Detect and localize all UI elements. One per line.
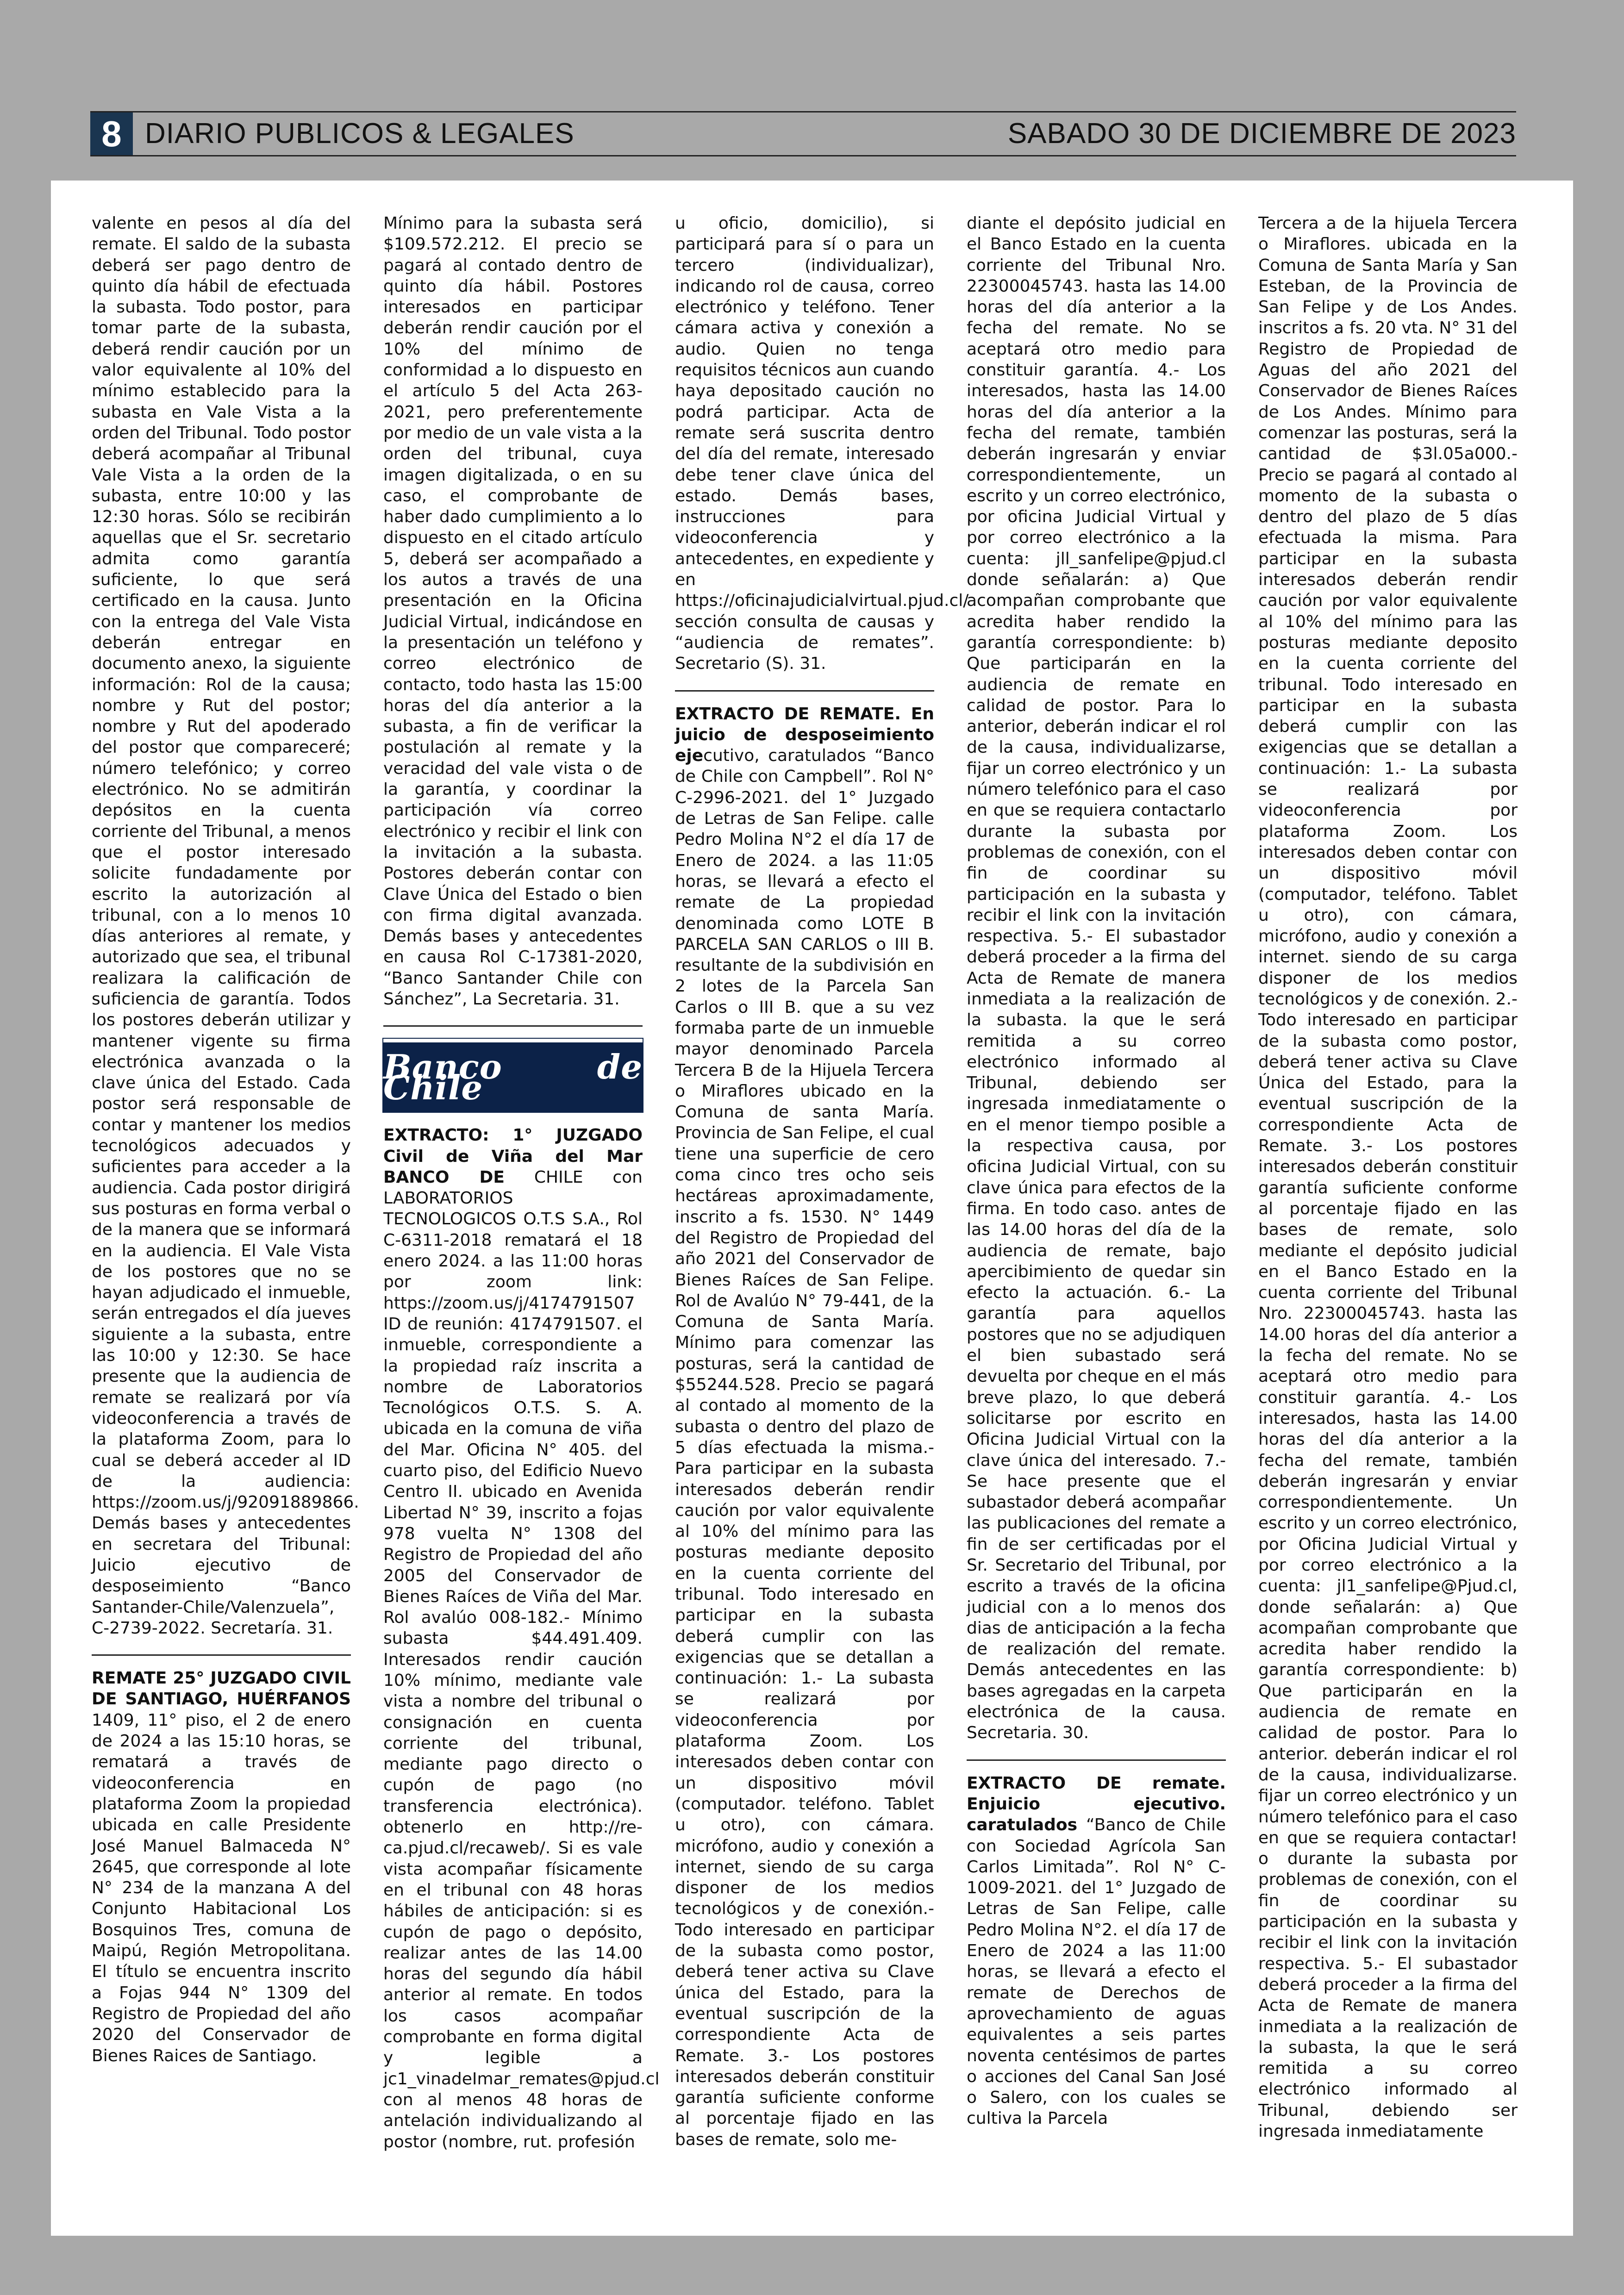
notice-paragraph <box>675 704 934 2150</box>
notice-paragraph: diante el depósito judicial en el Banco Estado en la cuenta corriente del Tribunal Nro. 22300045743. hasta las 14.00 horas del día anterior a la fecha del remate. No se aceptará otro medio para constituir garantía. 4.- Los interesados, hasta las 14.00 horas del día anterior a la fecha del remate, también deberán ingresarán y enviar correspondientemente, un escrito y un correo electrónico, por oficina Judicial Virtual y por correo electrónico a la cuenta: jll_sanfelipe@pjud.cl donde señalarán: a) Que acompañan comprobante que acredita haber rendido la garantía correspondiente: b) Que participarán en la audiencia de remate en calidad de postor. Para lo anterior, deberán indicar el rol de la causa, individualizarse, fijar un correo electrónico y un número telefónico para el caso en que se requiera contactarlo durante la subasta por problemas de conexión, con el fin de coordinar su participación en la subasta y recibir el link con la invitación respectiva. 5.- El subastador deberá proceder a la firma del Acta de Remate de manera inmediata a la realización de la subasta. la que le será remitida a su correo electrónico informado al Tribunal, debiendo ser ingresada inmediatamente o en el menor tiempo posible a la respectiva causa, por oficina Judicial Virtual, con su clave única para efectos de la firma. En todo caso. antes de las 14.00 horas del día de la audiencia de remate, bajo apercibimiento de quedar sin efecto la actuación. 6.- La garantía para aquellos postores que no se adjudiquen el bien subastado será devuelta por cheque en el más breve plazo, lo que deberá solicitarse por escrito en Oficina Judicial Virtual con la clave única del interesado. 7.- Se hace presente que el subastador deberá acompañar las publicaciones del remate a fin de ser certificadas por el Sr. Secretario del Tribunal, por escrito a través de la oficina judicial con a lo menos dos dias de anticipación a la fecha de realización del remate. Demás antecedentes en las bases agregadas en la carpeta electrónica de la causa. Secretaria. 30. <box>967 214 1226 1743</box>
divider <box>92 1654 351 1656</box>
notice-heading: EXTRACTO: 1° JUZGADO Civil de Viña del Mar BANCO DE <box>383 1126 643 1187</box>
column-2 <box>383 213 660 2217</box>
notice-text: CHILE con LABORATORIOS TECNOLOGICOS O.T.S S.A., Rol C-6311-2018 rematará el 18 enero 2024. a las 11:00 horas por zoom link: https://zoom.us/j/4174791507 ID de reunión: 4174791507. el inmueble, correspondiente a la propiedad raíz inscrita a nombre de Laboratorios Tecnológicos O.T.S. S. A. ubicada en la comuna de viña del Mar. Oficina N° 405. del cuarto piso, del Edificio Nuevo Centro II. ubicado en Avenida Libertad N° 39, inscrito a fojas 978 vuelta N° 1308 del Registro de Propiedad del año 2005 del Conservador de Bienes Raíces de Viña del Mar. Rol avalúo 008-182.- Mínimo subasta $44.491.409. Interesados rendir caución 10% mínimo, mediante vale vista a nombre del tribunal o consignación en cuenta corriente del tribunal, mediante pago directo o cupón de pago (no transferencia electrónica). obtenerlo en http://re-ca.pjud.cl/recaweb/. Si es vale vista acompañar físicamente en el tribunal con 48 horas hábiles de anticipación: si es cupón de pago o depósito, realizar antes de las 14.00 horas del segundo día hábil anterior al remate. En todos los casos acompañar comprobante en forma digital y legible a jc1_vinadeImar_remates@pjud.cl con al menos 48 horas de antelación individualizando al postor (nombre, rut. profesión <box>383 1167 660 2152</box>
page-header <box>90 111 1516 156</box>
notice-paragraph <box>967 1773 1226 2129</box>
column-1 <box>92 213 359 2217</box>
notice-paragraph: u oficio, domicilio), si participará para sí o para un tercero (individualizar), indicando rol de causa, correo electrónico y teléfono. Tener cámara activa y conexión a audio. Quien no tenga requisitos técnicos aun cuando haya depositado caución no podrá participar. Acta de remate será suscrita dentro del día del remate, interesado debe tener clave única del estado. Demás bases, instrucciones para videoconferencia y antecedentes, en expediente y en https://oficinajudicialvirtual.pjud.cl/ sección consulta de causas y “audiencia de remates”. Secretario (S). 31. <box>675 214 969 674</box>
notice-text: “Banco de Chile con Sociedad Agrícola San Carlos Limitada”. Rol N° C-1009-2021. del 1° Juzgado de Letras de San Felipe, calle Pedro Molina N°2. el día 17 de Enero de 2024 a las 11:00 horas, se llevará a efecto el remate de Derechos de aprovechamiento de aguas equivalentes a seis partes noventa centésimos de partes o acciones del Canal San José o Salero, con los cuales se cultiva la Parcela <box>967 1815 1226 2128</box>
notice-text: 1409, 11° piso, el 2 de enero de 2024 a las 15:10 horas, se rematará a través de videoconferencia en plataforma Zoom la propiedad ubicada en calle Presidente José Manuel Balmaceda N° 2645, que corresponde al lote N° 234 de la manzana A del Conjunto Habitacional Los Bosquinos Tres, comuna de Maipú, Región Metropolitana. El título se encuentra inscrito a Fojas 944 N° 1309 del Registro de Propiedad del año 2020 del Conservador de Bienes Raices de Santiago. <box>92 1710 351 2065</box>
divider <box>967 1759 1226 1761</box>
page-body <box>51 181 1573 2236</box>
divider <box>383 1025 643 1027</box>
column-4 <box>967 213 1226 2217</box>
notice-heading: REMATE 25° JUZGADO CIVIL DE SANTIAGO, HUÉRFANOS <box>92 1669 351 1709</box>
page-number: 8 <box>90 112 133 155</box>
notice-heading: EXTRACTO DE REMATE. En juicio de desposeimiento eje <box>675 704 934 766</box>
issue-date: SABADO 30 DE DICIEMBRE DE 2023 <box>1007 118 1516 150</box>
notice-paragraph <box>92 1668 351 2066</box>
notice-heading: EXTRACTO DE remate. Enjuicio ejecutivo. caratulados <box>967 1773 1226 1835</box>
logo-text: Banco de Chile <box>383 1047 643 1108</box>
divider <box>675 690 934 692</box>
section-title: DIARIO PUBLICOS & LEGALES <box>145 118 575 150</box>
notice-paragraph: Mínimo para la subasta será $109.572.212. El precio se pagará al contado dentro de quinto día hábil. Postores interesados en participar deberán rendir caución por el 10% del mínimo de conformidad a lo dispuesto en el artículo 5 del Acta 263-2021, pero preferentemente por medio de un vale vista a la orden del tribunal, cuya imagen digitalizada, o en su caso, el comprobante de haber dado cumplimiento a lo dispuesto en el citado artículo 5, deberá ser acompañado a los autos a través de una presentación en la Oficina Judicial Virtual, indicándose en la presentación un teléfono y correo electrónico de contacto, todo hasta las 15:00 horas del día anterior a la subasta, a fin de verificar la postulación al remate y la veracidad del vale vista o de la garantía, y coordinar la participación vía correo electrónico y recibir el link con la invitación a la subasta. Postores deberán contar con Clave Única del Estado o bien con firma digital avanzada. Demás bases y antecedentes en causa Rol C-17381-2020, “Banco Santander Chile con Sánchez”, La Secretaria. 31. <box>383 214 643 1009</box>
notice-paragraph: valente en pesos al día del remate. El saldo de la subasta deberá ser pago dentro de quinto día hábil de efectuada la subasta. Todo postor, para tomar parte de la subasta, deberá rendir caución por un valor equivalente al 10% del mínimo establecido para la subasta en Vale Vista a la orden del Tribunal. Todo postor deberá acompañar al Tribunal Vale Vista a la orden de la subasta, entre 10:00 y las 12:30 horas. Sólo se recibirán aquellas que el Sr. secretario admita como garantía suficiente, lo que será certificado en la causa. Junto con la entrega del Vale Vista deberán entregar en documento anexo, la siguiente información: Rol de la causa; nombre y Rut del postor; nombre y Rut del apoderado del postor que compareceré; número telefónico; y correo electrónico. No se admitirán depósitos en la cuenta corriente del Tribunal, a menos que el postor interesado solicite fundadamente por escrito la autorización al tribunal, con a lo menos 10 días anteriores al remate, y autorizado que sea, el tribunal realizara la calificación de suficiencia de garantía. Todos los postores deberán utilizar y mantener vigente su firma electrónica avanzada o la clave única del Estado. Cada postor será responsable de contar y mantener los medios tecnológicos adecuados y suficientes para acceder a la audiencia. Cada postor dirigirá sus posturas en forma verbal o de la manera que se informará en la audiencia. El Vale Vista de los postores que no se hayan adjudicado el inmueble, serán entregados el día jueves siguiente a la subasta, entre las 10:00 y 12:30. Se hace presente que la audiencia de remate se realizará por vía videoconferencia a través de la plataforma Zoom, para lo cual se deberá acceder al ID de la audiencia: https://zoom.us/j/92091889866. Demás bases y antecedentes en secretara del Tribunal: Juicio ejecutivo de desposeimiento “Banco Santander-Chile/Valenzuela”, C-2739-2022. Secretaría. 31. <box>92 214 359 1638</box>
banco-de-chile-logo <box>383 1039 643 1112</box>
column-3 <box>675 213 969 2217</box>
notice-paragraph <box>383 1125 660 2152</box>
column-5 <box>1258 213 1518 2217</box>
notice-paragraph: Tercera a de la hijuela Tercera o Miraflores. ubicada en la Comuna de Santa María y San Esteban, de la Provincia de San Felipe y de Los Andes. inscritos a fs. 20 vta. N° 31 del Registro de Propiedad de Aguas del año 2021 del Conservador de Bienes Raíces de Los Andes. Mínimo para comenzar las posturas, será la cantidad de $3l.05a000.- Precio se pagará al contado al momento de la subasta o dentro del plazo de 5 días efectuada la misma. Para participar en la subasta interesados deberán rendir caución por valor equivalente al 10% del mínimo para las posturas mediante deposito en la cuenta corriente del tribunal. Todo interesado en participar en la subasta deberá cumplir con las exigencias que se detallan a continuación: 1.- La subasta se realizará por videoconferencia por plataforma Zoom. Los interesados deben contar con un dispositivo móvil (computador, teléfono. Tablet u otro), con cámara, micrófono, audio y conexión a internet. siendo de su carga disponer de los medios tecnológicos y de conexión. 2.- Todo interesado en participar de la subasta como postor, deberá tener activa su Clave Única del Estado, para la eventual suscripción de la correspondiente Acta de Remate. 3.- Los postores interesados deberán constituir garantía suficiente conforme al porcentaje fijado en las bases de remate, solo mediante el depósito judicial en el Banco Estado en la cuenta corriente del Tribunal Nro. 22300045743. hasta las 14.00 horas del día anterior a la fecha del remate. No se aceptará otro medio para constituir garantía. 4.- Los interesados, hasta las 14.00 horas del día anterior a la fecha del remate, también deberán ingresarán y enviar correspondientemente. Un escrito y un correo electrónico, por Oficina Judicial Virtual y por correo electrónico a la cuenta: jl1_sanfelipe@Pjud.cl, donde señalarán: a) Que acompañan comprobante que acredita haber rendido la garantía correspondiente: b) Que participarán en la audiencia de remate en calidad de postor. Para lo anterior. deberán indicar el rol de la causa, individualizarse. fijar un correo electrónico y un número telefónico para el caso en que se requiera contactar! o durante la subasta por problemas de conexión, con el fin de coordinar su participación en la subasta y recibir el link con la invitación respectiva. 5.- El subastador deberá proceder a la firma del Acta de Remate de manera inmediata a la realización de la subasta, la que le será remitida a su correo electrónico informado al Tribunal, debiendo ser ingresada inmediatamente <box>1258 214 1518 2141</box>
notice-text: cutivo, caratulados “Banco de Chile con Campbell”. Rol N° C-2996-2021. del 1° Juzgado de Letras de San Felipe. calle Pedro Molina N°2 el día 17 de Enero de 2024. a las 11:05 horas, se llevará a efecto el remate de La propiedad denominada como LOTE B PARCELA SAN CARLOS o III B. resultante de la subdivisión en 2 lotes de la Parcela San Carlos o III B. que a su vez formaba parte de un inmueble mayor denominado Parcela Tercera B de la Hijuela Tercera o Miraflores ubicado en la Comuna de santa María. Provincia de San Felipe, el cual tiene una superficie de cero coma cinco tres ocho seis hectáreas aproximadamente, inscrito a fs. 1530. N° 1449 del Registro de Propiedad del año 2021 del Conservador de Bienes Raíces de San Felipe. Rol de Avalúo N° 79-441, de la Comuna de Santa María. Mínimo para comenzar las posturas, será la cantidad de $55244.528. Precio se pagará al contado al momento de la subasta o dentro del plazo de 5 días efectuada la misma.- Para participar en la subasta interesados deberán rendir caución por valor equivalente al 10% del mínimo para las posturas mediante deposito en la cuenta corriente del tribunal. Todo interesado en participar en la subasta deberá cumplir con las exigencias que se detallan a continuación: 1.- La subasta se realizará por videoconferencia por plataforma Zoom. Los interesados deben contar con un dispositivo móvil (computador. teléfono. Tablet u otro), con cámara. micrófono, audio y conexión a internet, siendo de su carga disponer de los medios tecnológicos y de conexión.- Todo interesado en participar de la subasta como postor, deberá tener activa su Clave única del Estado, para la eventual suscripción de la correspondiente Acta de Remate. 3.- Los postores interesados deberán constituir garantía suficiente conforme al porcentaje fijado en las bases de remate, solo me- <box>675 746 934 2149</box>
